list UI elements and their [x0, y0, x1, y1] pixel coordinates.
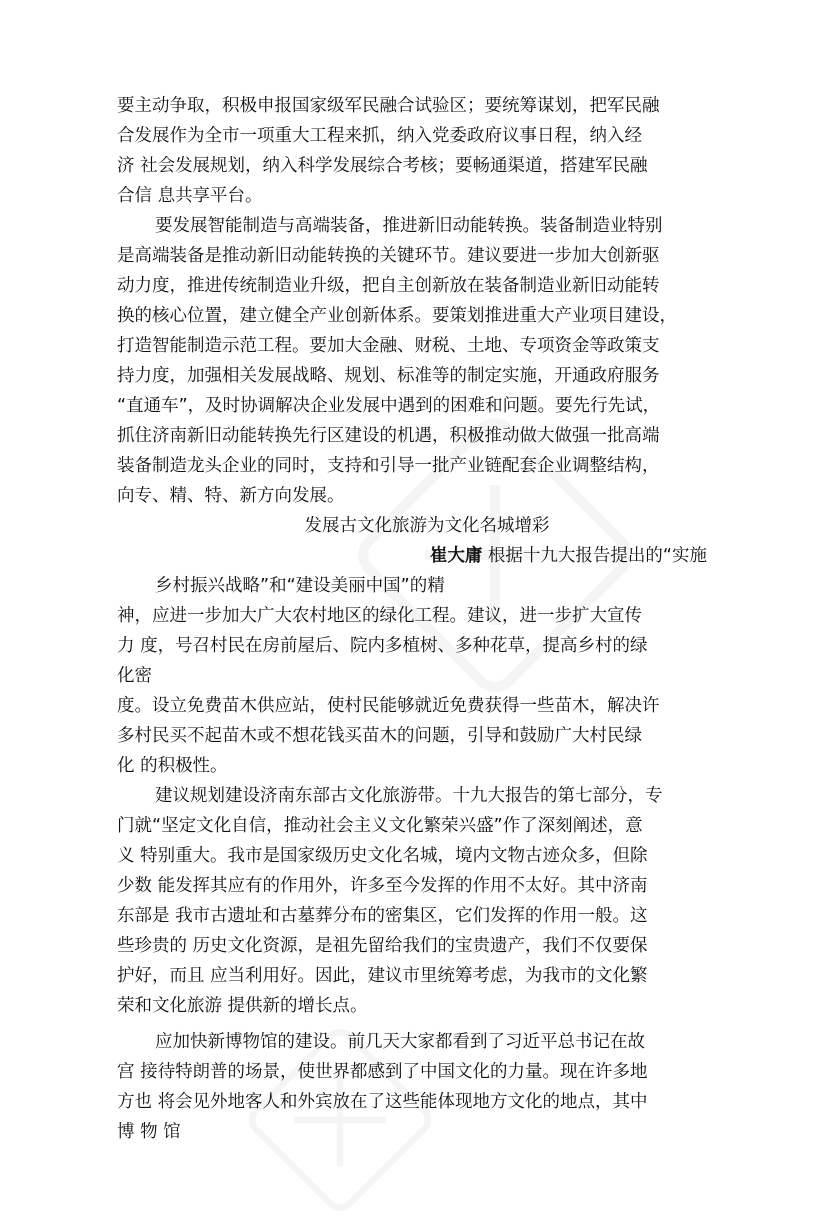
section-title: 发展古文化旅游为文化名城增彩 — [304, 516, 550, 536]
paragraph-line: 多村民买不起苗木或不想花钱买苗木的问题，引导和鼓励广大村民绿 — [117, 726, 642, 746]
document-body — [117, 92, 737, 1146]
paragraph-line: 合信 息共享平台。 — [117, 186, 263, 206]
paragraph-line: 要主动争取，积极申报国家级军民融合试验区；要统筹谋划，把军民融 — [117, 96, 660, 116]
author-line — [117, 542, 737, 570]
paragraph-line: 建议规划建设济南东部古文化旅游带。十九大报告的第七部分，专 — [155, 786, 663, 806]
paragraph-line: 神，应进一步加大广大农村地区的绿化工程。建议，进一步扩大宣传 — [117, 606, 642, 626]
paragraph-line: 门就“坚定文化自信，推动社会主义文化繁荣兴盛”作了深刻阐述，意 — [117, 816, 643, 836]
paragraph-line: 荣和文化旅游 提供新的增长点。 — [117, 996, 368, 1016]
paragraph-line: 向专、精、特、新方向发展。 — [117, 486, 345, 506]
paragraph-line: 装备制造龙头企业的同时，支持和引导一批产业链配套企业调整结构， — [117, 456, 660, 476]
paragraph-line: 合发展作为全市一项重大工程来抓，纳入党委政府议事日程，纳入经 — [117, 126, 642, 146]
paragraph-line: 换的核心位置，建立健全产业创新体系。要策划推进重大产业项目建设， — [117, 306, 677, 326]
paragraph-line: “直通车”，及时协调解决企业发展中遇到的困难和问题。要先行先试， — [117, 396, 661, 416]
author-name: 崔大庸 — [429, 546, 483, 566]
paragraph-line: 度。设立免费苗木供应站，使村民能够就近免费获得一些苗木，解决许 — [117, 696, 660, 716]
paragraph-line: 护好，而且 应当利用好。因此，建议市里统筹考虑，为我市的文化繁 — [117, 966, 648, 986]
paragraph-line: 打造智能制造示范工程。要加大金融、财税、土地、专项资金等政策支 — [117, 336, 660, 356]
paragraph-line: 些珍贵的 历史文化资源，是祖先留给我们的宝贵遗产，我们不仅要保 — [117, 936, 648, 956]
paragraph-line: 东部是 我市古遗址和古墓葬分布的密集区，它们发挥的作用一般。这 — [117, 906, 648, 926]
paragraph-line: 持力度，加强相关发展战略、规划、标准等的制定实施，开通政府服务 — [117, 366, 660, 386]
paragraph-line: 方也 将会见外地客人和外宾放在了这些能体现地方文化的地点，其中 — [117, 1092, 648, 1112]
paragraph-line: 化密 — [117, 666, 152, 686]
paragraph-line: 宫 接待特朗普的场景，使世界都感到了中国文化的力量。现在许多地 — [117, 1062, 648, 1082]
paragraph-line: 抓住济南新旧动能转换先行区建设的机遇，积极推动做大做强一批高端 — [117, 426, 660, 446]
paragraph-line: 义 特别重大。我市是国家级历史文化名城，境内文物古迹众多，但除 — [117, 846, 648, 866]
paragraph-line: 根据十九大报告提出的“实施 — [487, 546, 707, 566]
paragraph-line: 是高端装备是推动新旧动能转换的关键环节。建议要进一步加大创新驱 — [117, 246, 660, 266]
paragraph-line: 力 度，号召村民在房前屋后、院内多植树、多种花草，提高乡村的绿 — [117, 636, 648, 656]
paragraph-line: 博 物 馆 — [117, 1122, 181, 1142]
paragraph-line: 要发展智能制造与高端装备，推进新旧动能转换。装备制造业特别 — [155, 216, 663, 236]
paragraph-line: 动力度，推进传统制造业升级，把自主创新放在装备制造业新旧动能转 — [117, 276, 660, 296]
paragraph-line: 少数 能发挥其应有的作用外，许多至今发挥的作用不太好。其中济南 — [117, 876, 648, 896]
paragraph-line: 乡村振兴战略”和“建设美丽中国”的精 — [155, 576, 445, 596]
paragraph-line: 应加快新博物馆的建设。前几天大家都看到了习近平总书记在故 — [155, 1032, 645, 1052]
paragraph-line: 济 社会发展规划，纳入科学发展综合考核；要畅通渠道，搭建军民融 — [117, 156, 648, 176]
paragraph-line: 化 的积极性。 — [117, 756, 228, 776]
